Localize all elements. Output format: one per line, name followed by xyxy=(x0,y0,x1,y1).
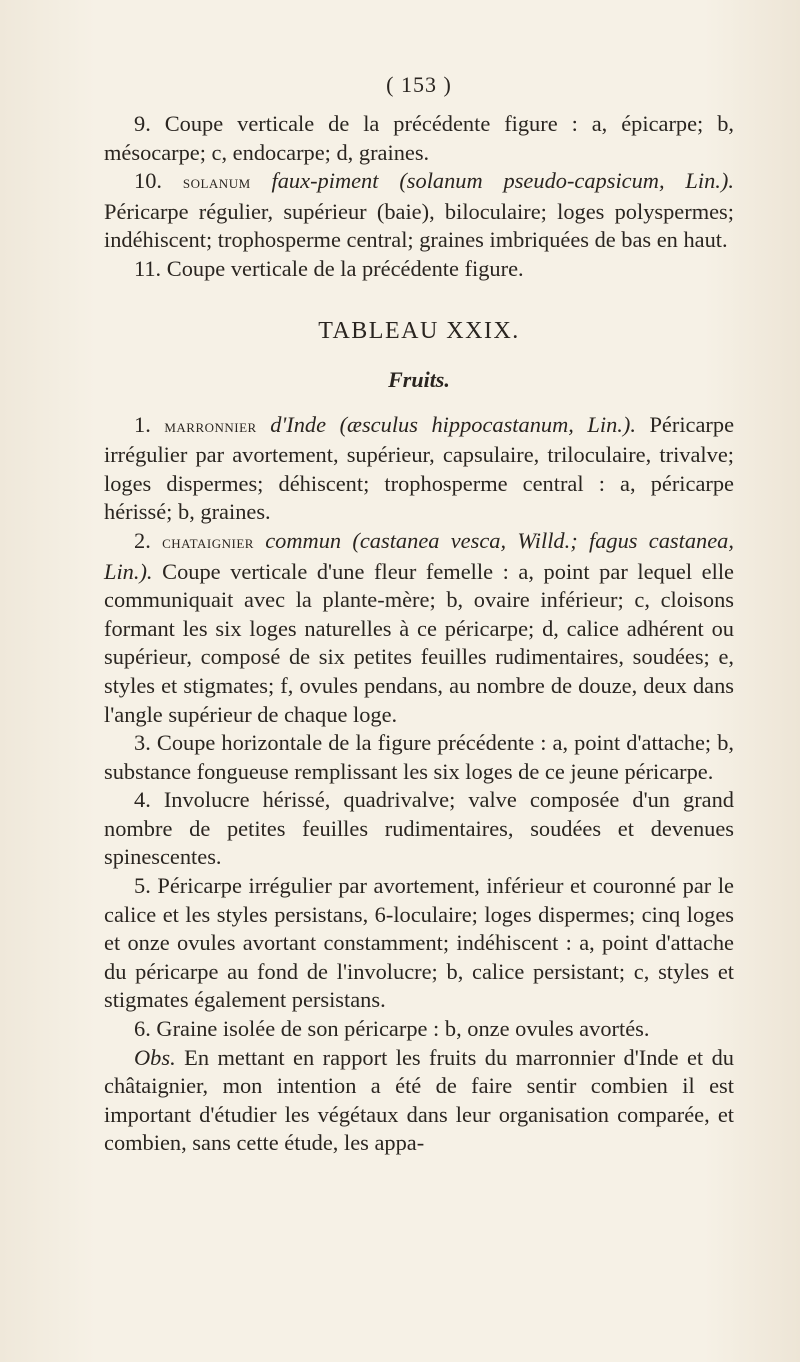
entry-1 xyxy=(104,411,734,527)
entry-number: 4. xyxy=(134,787,151,813)
entry-text: Graine isolée de son péricarpe : b, onze ovules avortés. xyxy=(156,1016,650,1042)
entry-number: 11. xyxy=(134,255,162,281)
entry-3 xyxy=(104,729,734,786)
plant-name: solanum xyxy=(182,172,251,194)
entry-text: Péricarpe irrégulier par avortement, inférieur et couronné par le calice et les styles persistans, 6-loculaire; loges dispermes; cinq loges et onze ovules avortant constamment; indéhiscent : a, point d'attache du péricarpe au fond de l'involucre; b, calice persistant; c, styles et stigmates également persistans. xyxy=(104,873,734,1013)
obs-label: Obs. xyxy=(134,1044,176,1070)
entry-6 xyxy=(104,1015,734,1044)
tableau-subtitle: Fruits. xyxy=(388,366,450,392)
entry-text: Involucre hérissé, quadrivalve; valve composée d'un grand nombre de petites feuilles rudimentaires, soudées et devenues spinescentes. xyxy=(104,787,734,870)
entry-number: 5. xyxy=(134,873,151,899)
plant-name-french: d'Inde xyxy=(270,411,327,437)
latin-name: (castanea vesca, Willd.; fagus castanea, Lin.). xyxy=(104,527,734,584)
entry-number: 1. xyxy=(134,411,151,437)
entry-4 xyxy=(104,786,734,872)
entry-10 xyxy=(104,167,734,255)
latin-name: (æsculus hippocastanum, Lin.). xyxy=(339,411,636,437)
plant-name: chataignier xyxy=(162,531,254,553)
entry-text: Coupe verticale de la précédente figure. xyxy=(166,255,524,281)
entry-9 xyxy=(104,110,734,167)
entry-number: 9. xyxy=(134,111,151,136)
entry-11 xyxy=(104,255,734,284)
plant-name-french: commun xyxy=(265,527,342,553)
entry-number: 2. xyxy=(134,527,151,553)
plant-name: marronnier xyxy=(164,415,257,437)
entry-2 xyxy=(104,527,734,729)
entry-text: Coupe verticale d'une fleur femelle : a, point par lequel elle communiquait avec la plante-mère; b, ovaire inférieur; c, cloisons formant les six loges naturelles à ce péricarpe; d, calice adhérent ou supérieur, composé de six petites feuilles rudimentaires, soudées; e, styles et stigmates; f, ovules pendans, au nombre de douze, deux dans l'angle supérieur de chaque loge. xyxy=(104,558,734,727)
observation xyxy=(104,1044,734,1158)
entry-number: 6. xyxy=(134,1016,151,1042)
entry-5 xyxy=(104,872,734,1015)
entry-number: 10. xyxy=(134,168,162,194)
obs-text: En mettant en rapport les fruits du marronnier d'Inde et du châtaignier, mon intention a été de faire sentir combien il est important d'étudier les végétaux dans leur organisation comparée, et combien, sans cette étude, les appa- xyxy=(104,1044,734,1156)
entry-text: Coupe verticale de la précédente figure : a, épicarpe; b, mésocarpe; c, endocarpe; d, graines. xyxy=(104,111,734,165)
latin-name: (solanum pseudo-capsicum, Lin.). xyxy=(399,168,734,194)
page-number: ( 153 ) xyxy=(386,72,452,97)
plant-name-french: faux-piment xyxy=(271,168,379,194)
entry-text: Péricarpe régulier, supérieur (baie), biloculaire; loges polyspermes; indéhiscent; trophosperme central; graines imbriquées de bas en haut. xyxy=(104,198,734,253)
entry-number: 3. xyxy=(134,730,151,756)
entry-text: Coupe horizontale de la figure précédente : a, point d'attache; b, substance fongueuse remplissant les six loges de ce jeune péricarpe. xyxy=(104,730,734,784)
tableau-title: TABLEAU XXIX. xyxy=(318,317,520,344)
entry-text: Péricarpe irrégulier par avortement, supérieur, capsulaire, triloculaire, trivalve; loges dispermes; déhiscent; trophosperme central : a, péricarpe hérissé; b, graines. xyxy=(104,411,735,525)
